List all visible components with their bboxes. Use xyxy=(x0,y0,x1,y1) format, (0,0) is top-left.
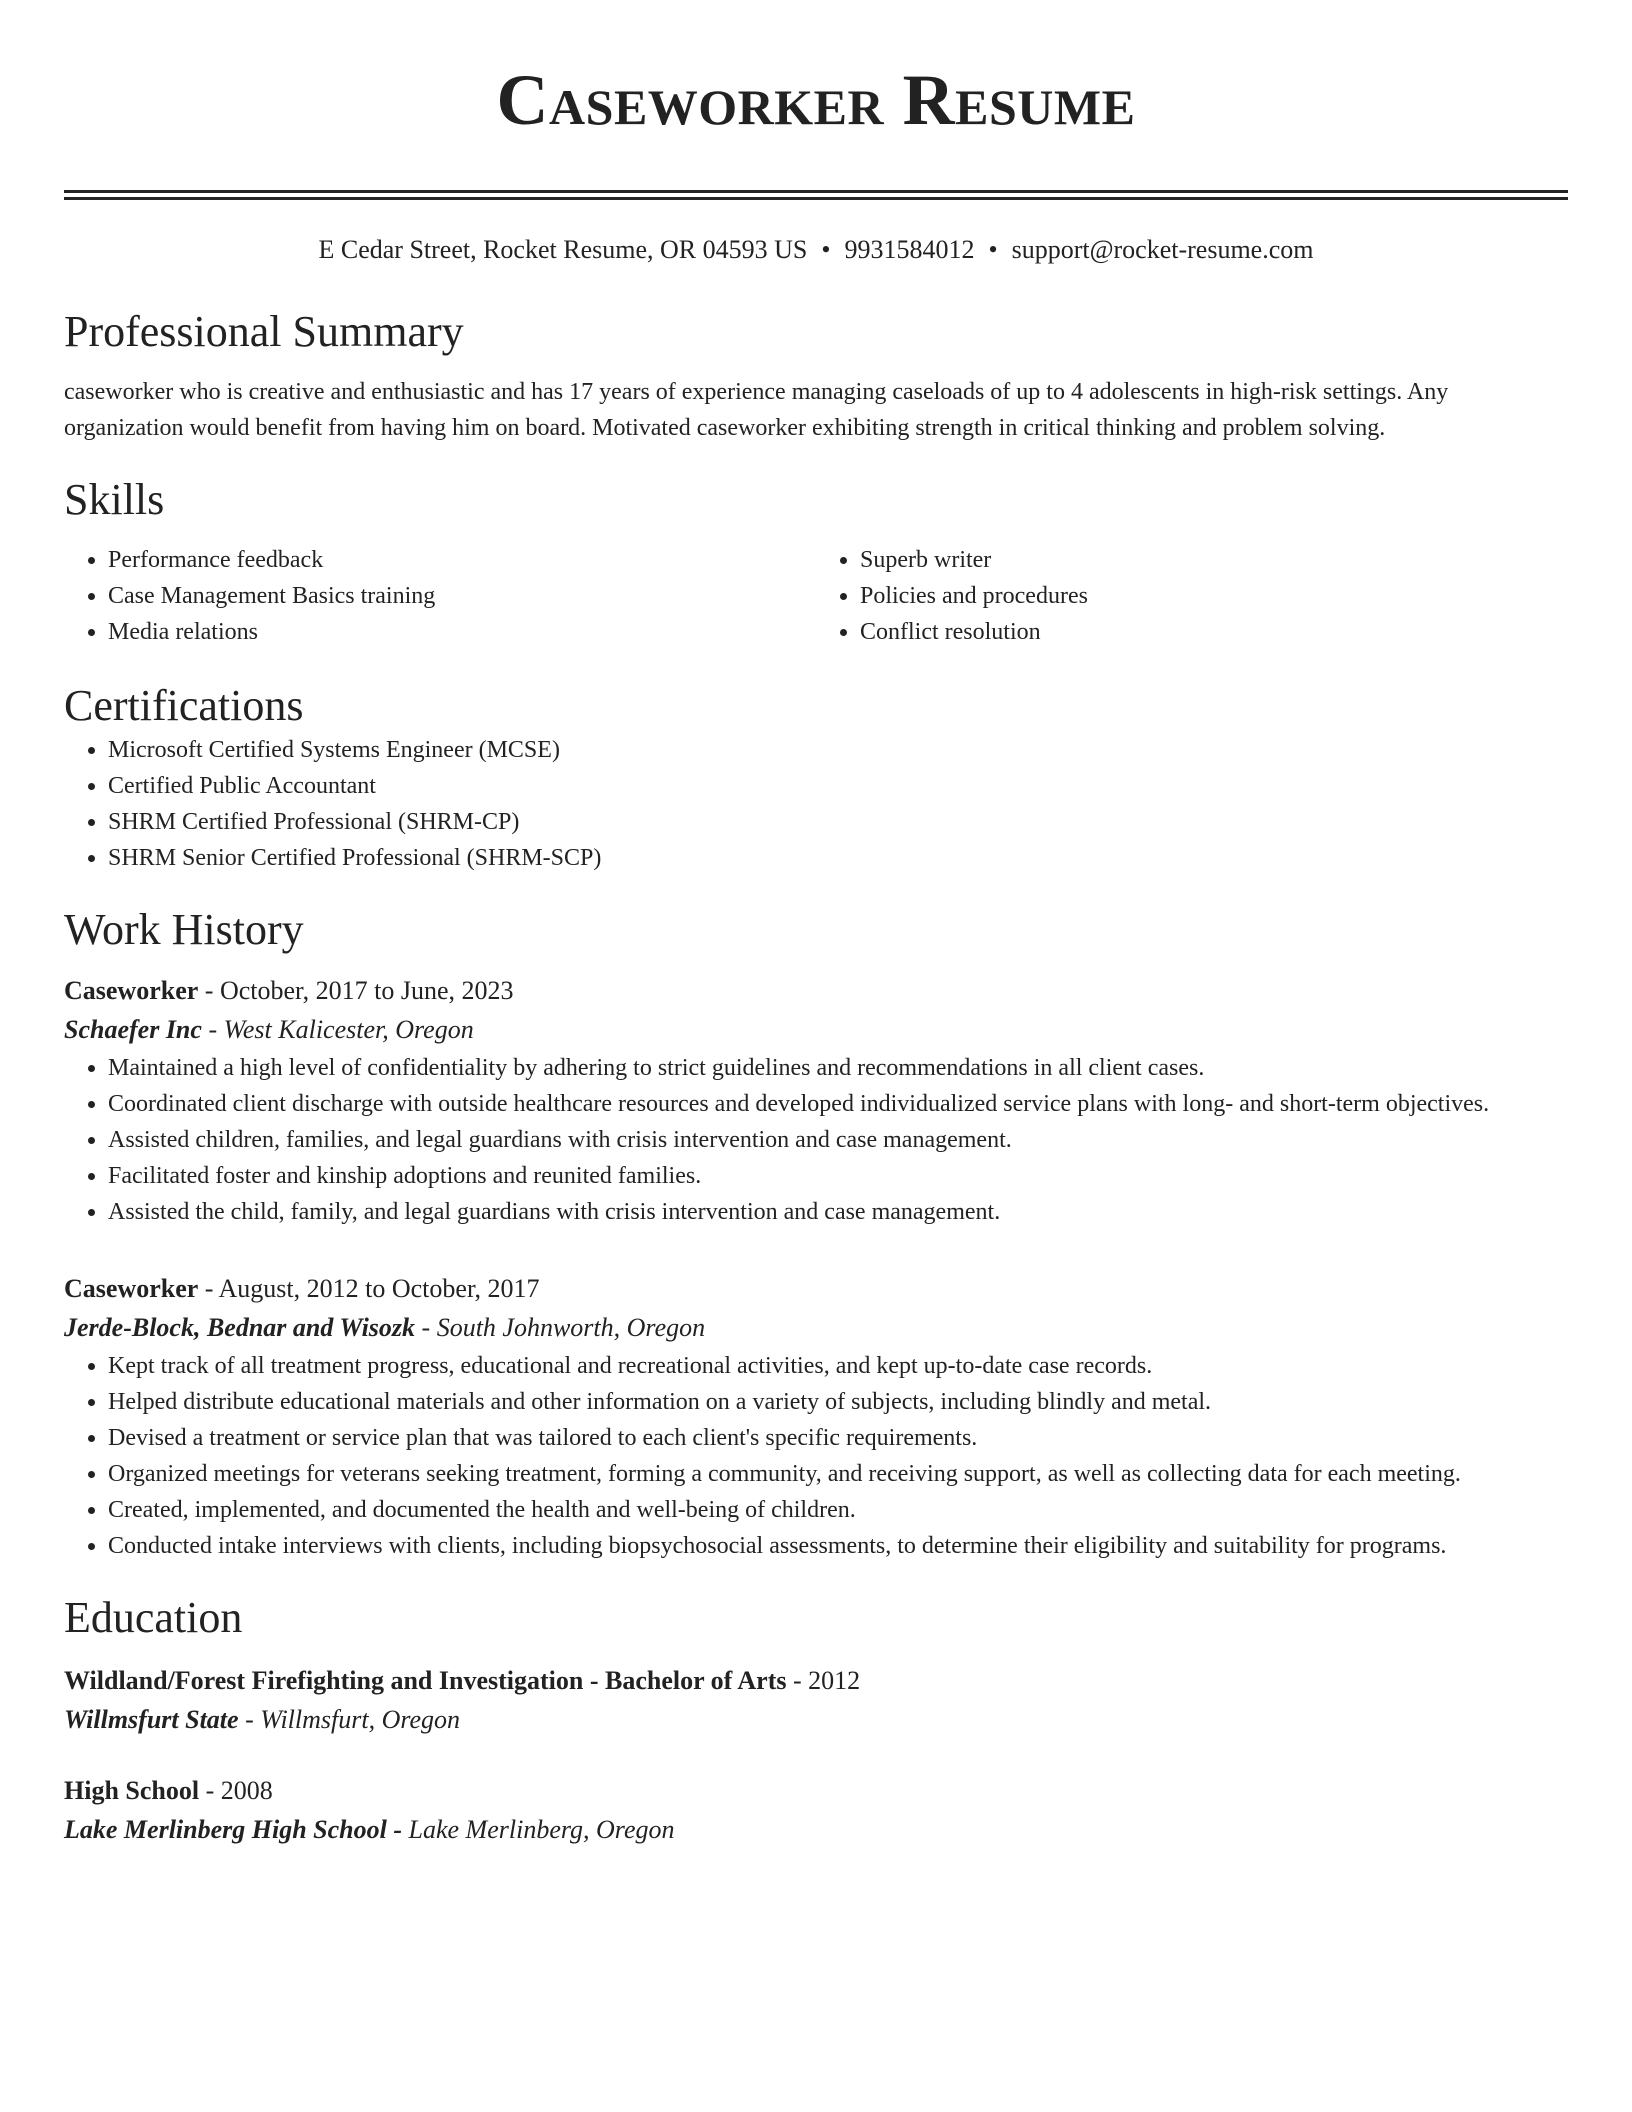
job-bullet: • Assisted children, families, and legal guardians with crisis intervention and case management. xyxy=(108,1122,1568,1158)
job-bullet: • Coordinated client discharge with outside healthcare resources and developed individualized service plans with long- and short-term objectives. xyxy=(108,1086,1568,1122)
skills-heading: Skills xyxy=(64,475,165,524)
skill-item: • Conflict resolution xyxy=(860,614,1568,650)
job-company-line xyxy=(64,1308,1568,1348)
contact-line xyxy=(64,234,1568,266)
skill-item: • Case Management Basics training xyxy=(108,578,816,614)
skill-item: • Media relations xyxy=(108,614,816,650)
education-heading: Education xyxy=(64,1593,243,1642)
contact-separator: • xyxy=(988,235,998,264)
job-title-line xyxy=(64,972,1568,1010)
education-degree-line xyxy=(64,1772,1568,1810)
job-company-line xyxy=(64,1010,1568,1050)
job-title-line xyxy=(64,1270,1568,1308)
education-entry xyxy=(64,1662,1568,1740)
summary-text: caseworker who is creative and enthusiastic and has 17 years of experience managing caseloads of up to 4 adolescents in high-risk settings. Any organization would benefit from having him on board. Motivated caseworker exhibiting strength in critical thinking and problem solving. xyxy=(64,379,1449,441)
job-bullet: • Helped distribute educational materials and other information on a variety of subjects, including blindly and metal. xyxy=(108,1384,1568,1420)
work-history-heading: Work History xyxy=(64,905,304,954)
job-bullet: • Maintained a high level of confidentiality by adhering to strict guidelines and recommendations in all client cases. xyxy=(108,1050,1568,1086)
job-bullets xyxy=(64,1348,1568,1564)
education-school: Lake Merlinberg High School - xyxy=(64,1815,403,1844)
certification-item: • Certified Public Accountant xyxy=(108,768,1568,804)
education-location: Lake Merlinberg, Oregon xyxy=(402,1815,675,1844)
contact-address: E Cedar Street, Rocket Resume, OR 04593 US xyxy=(318,235,808,264)
certifications-list xyxy=(64,732,1568,876)
education-year: - 2012 xyxy=(786,1666,861,1695)
job-entry xyxy=(64,1270,1568,1564)
contact-email: support@rocket-resume.com xyxy=(1011,235,1314,264)
skills-left-list xyxy=(64,542,816,650)
certification-item: • Microsoft Certified Systems Engineer (MCSE) xyxy=(108,732,1568,768)
certifications-heading: Certifications xyxy=(64,681,304,730)
skill-item: • Superb writer xyxy=(860,542,1568,578)
education-school-line xyxy=(64,1810,1568,1850)
contact-separator: • xyxy=(821,235,831,264)
certification-item: • SHRM Senior Certified Professional (SHRM-SCP) xyxy=(108,840,1568,876)
summary-heading: Professional Summary xyxy=(64,307,464,356)
job-dates: - October, 2017 to June, 2023 xyxy=(198,976,514,1005)
job-company: Jerde-Block, Bednar and Wisozk xyxy=(64,1313,416,1342)
title-double-rule xyxy=(64,190,1568,200)
skill-item: • Performance feedback xyxy=(108,542,816,578)
job-location: - South Johnworth, Oregon xyxy=(415,1313,706,1342)
education-year: - 2008 xyxy=(199,1776,273,1805)
education-school-line xyxy=(64,1700,1568,1740)
job-bullet: • Facilitated foster and kinship adoptions and reunited families. xyxy=(108,1158,1568,1194)
job-title: Caseworker xyxy=(64,1274,199,1303)
job-bullets xyxy=(64,1050,1568,1230)
job-dates: - August, 2012 to October, 2017 xyxy=(198,1274,540,1303)
education-entry xyxy=(64,1772,1568,1850)
education-location: - Willmsfurt, Oregon xyxy=(238,1705,461,1734)
education-degree: High School xyxy=(64,1776,200,1805)
job-title: Caseworker xyxy=(64,976,199,1005)
job-location: - West Kalicester, Oregon xyxy=(201,1015,474,1044)
job-bullet: • Assisted the child, family, and legal guardians with crisis intervention and case management. xyxy=(108,1194,1568,1230)
job-bullet: • Kept track of all treatment progress, educational and recreational activities, and kept up-to-date case records. xyxy=(108,1348,1568,1384)
education-degree: Wildland/Forest Firefighting and Investigation - Bachelor of Arts xyxy=(64,1666,787,1695)
job-entry xyxy=(64,972,1568,1230)
job-bullet: • Created, implemented, and documented the health and well-being of children. xyxy=(108,1492,1568,1528)
certification-item: • SHRM Certified Professional (SHRM-CP) xyxy=(108,804,1568,840)
skills-columns xyxy=(64,542,1568,650)
job-bullet: • Conducted intake interviews with clients, including biopsychosocial assessments, to determine their eligibility and suitability for programs. xyxy=(108,1528,1568,1564)
job-company: Schaefer Inc xyxy=(64,1015,202,1044)
education-degree-line xyxy=(64,1662,1568,1700)
skills-right-list xyxy=(816,542,1568,650)
resume-title: Caseworker Resume xyxy=(496,60,1136,140)
job-bullet: • Organized meetings for veterans seeking treatment, forming a community, and receiving support, as well as collecting data for each meeting. xyxy=(108,1456,1568,1492)
job-bullet: • Devised a treatment or service plan that was tailored to each client's specific requirements. xyxy=(108,1420,1568,1456)
contact-phone: 9931584012 xyxy=(844,235,975,264)
skill-item: • Policies and procedures xyxy=(860,578,1568,614)
education-school: Willmsfurt State xyxy=(64,1705,239,1734)
